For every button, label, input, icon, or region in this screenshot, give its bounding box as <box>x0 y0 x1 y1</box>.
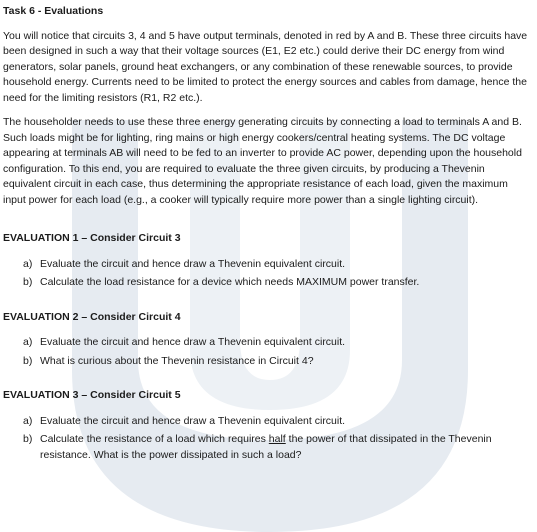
list-item-text: Evaluate the circuit and hence draw a Thevenin equivalent circuit. <box>40 336 346 348</box>
list-item-text: What is curious about the Thevenin resistance in Circuit 4? <box>40 354 314 367</box>
evaluation-1-section <box>3 231 533 291</box>
text-after-underline: the power of that dissipated in the Thevenin resistance. What is the power dissipated in such a load? <box>40 433 492 461</box>
list-item <box>23 257 533 273</box>
list-item <box>23 354 533 370</box>
list-marker: a) <box>23 257 33 270</box>
task-title: Task 6 - Evaluations <box>3 5 104 17</box>
list-item <box>23 432 533 463</box>
underlined-word: half <box>268 433 286 445</box>
list-marker: b) <box>23 433 33 445</box>
list-item-text: Evaluate the circuit and hence draw a Thevenin equivalent circuit. <box>40 257 346 270</box>
evaluation-2-section <box>3 310 533 370</box>
intro-paragraph-2: The householder needs to use these three energy generating circuits by connecting a load to terminals A and B. Such loads might be for lighting, ring mains or high energy cookers/central heating systems. The DC voltage appearing at terminals AB will need to be fed to an inverter to provide AC power, depending upon the household configuration. To this end, you are required to evaluate the three given circuits, by producing a Thevenin equivalent circuit in each case, thus determining the appropriate resistance of each load, given the maximum input power for each load (e.g., a cooker will typically require more power than a single lighting circuit). <box>3 116 522 206</box>
list-item <box>23 335 533 351</box>
evaluation-3-section <box>3 388 533 463</box>
list-marker: a) <box>23 336 33 348</box>
list-item-text: Calculate the load resistance for a device which needs MAXIMUM power transfer. <box>40 276 420 288</box>
intro-paragraph-1: You will notice that circuits 3, 4 and 5 have output terminals, denoted in red by A and B. These three circuits have been designed in such a way that their voltage sources (E1, E2 etc.) could derive their DC energy from wind generators, solar panels, ground heat exchangers, or any combination of these renewable sources, to provide household energy. Currents need to be limited to protect the energy sources and cables from damage, hence the need for the limiting resistors (R1, R2 etc.). <box>3 29 528 104</box>
evaluation-1-list <box>3 257 533 291</box>
evaluation-1-heading: EVALUATION 1 – Consider Circuit 3 <box>3 232 181 244</box>
list-marker: b) <box>23 354 33 367</box>
list-marker: a) <box>23 414 33 427</box>
evaluation-2-heading: EVALUATION 2 – Consider Circuit 4 <box>3 310 181 323</box>
list-marker: b) <box>23 276 33 288</box>
list-item <box>23 275 533 291</box>
evaluation-3-heading: EVALUATION 3 – Consider Circuit 5 <box>3 389 181 401</box>
evaluation-3-list <box>3 414 533 464</box>
text-before-underline: Calculate the resistance of a load which requires <box>40 433 269 445</box>
list-item-text <box>40 433 492 461</box>
evaluation-2-list <box>3 335 533 369</box>
list-item-text: Evaluate the circuit and hence draw a Thevenin equivalent circuit. <box>40 414 346 427</box>
list-item <box>23 414 533 430</box>
